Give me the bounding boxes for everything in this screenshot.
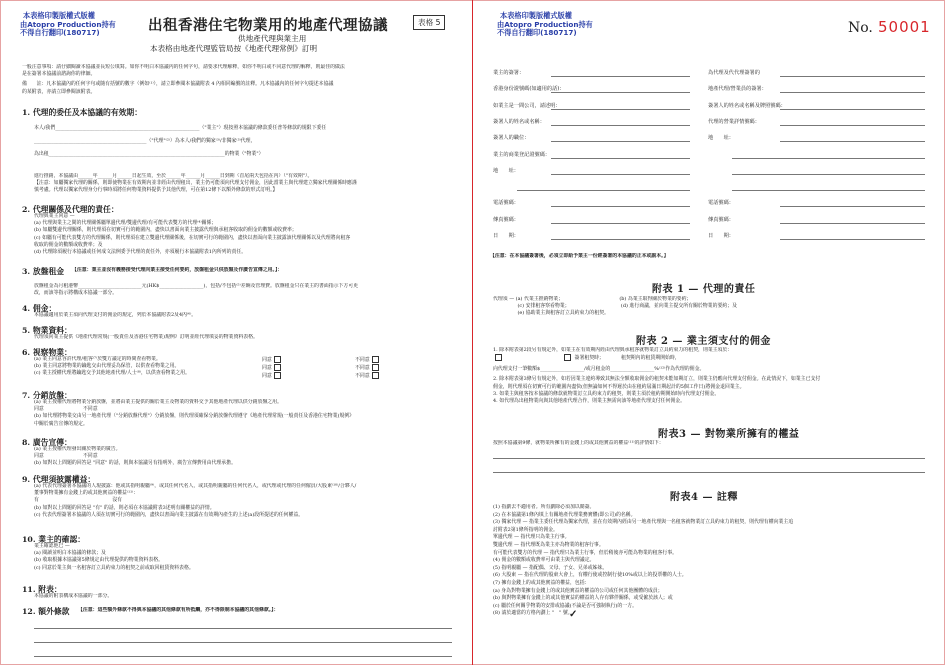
signature-field-line[interactable]: [780, 223, 925, 224]
signature-field-line[interactable]: [551, 109, 690, 110]
form-subtitle: 供地產代理與業主用: [238, 34, 307, 43]
signature-field-label: 簽署人的職位：: [493, 135, 530, 142]
appendix-line: 代理須 — (a) 代業主推銷物業； (b) 為業主取得關於物業的要約；: [493, 296, 692, 302]
appendix-1-title: 附表 1 — 代理的責任: [652, 284, 756, 295]
note-line: (4) 佣金的數額或收費率可由業主與代理議定。: [493, 557, 595, 564]
section-7-heading: 7. 分銷放盤：: [22, 391, 72, 400]
stamp-line: 本表格印製版權式版權: [23, 11, 95, 20]
section-line: ______________________________________________（"代理"⁽²⁾）為本人/我們的獨家⁽³⁾/非獨家⁽³⁾代理，: [34, 138, 256, 144]
signature-field-label: 傳真號碼：: [708, 216, 734, 223]
section-10-body: [34, 543, 454, 572]
note-line: (3) 獨家代理 — 指業主委任代理為獨家代理，並在有效期內經由另一地產代理與一名租客就物業訂立具約束力的租契，則代理有權向業主追: [493, 519, 794, 526]
section-2-heading: 2. 代理關係及代理的責任：: [22, 205, 119, 214]
section-7-body: [34, 399, 454, 428]
note-line: 備 註：凡本協議內的任何字句或隨有括號的數字（例如⁽¹⁾），請立即參閱本協議附表 4 內相同編號的註釋。凡本協議內的任何字句提述本協議: [22, 81, 334, 88]
section-line: (b) 業主同意將物業的鑰匙交由代理妥為保管，以供查看物業之用。: [34, 363, 180, 370]
section-line: (b) 如屬雙邊代理關係，則代理須在切實可行的範圍內，盡快以書面向業主披露代理與承租客收取的佣金的數額或收費率；: [34, 227, 297, 234]
signature-field-label: 地 址：: [493, 167, 519, 174]
disagree-label: 不同意: [355, 357, 370, 363]
section-line: 代理與業主同意 —: [34, 213, 75, 219]
agree-label: 同意: [262, 365, 272, 372]
section-1-body: [34, 122, 454, 161]
disagree-label: 不同意: [355, 365, 370, 372]
signature-field-label: 代理的營業詳情號碼：: [708, 118, 760, 125]
section-3-note: 【注意：業主並沒有義務接受代理向業主接受任何要約，放盤租金只供放盤及作廣告宣傳之用。】：: [72, 267, 283, 273]
section-line: (a) 業主同意容許代理/租客⁽⁷⁾於雙方議定的時間查看物業。: [34, 356, 161, 362]
note-line: (7) 擁有金錢上的或其他實益的權益，包括：: [493, 579, 590, 586]
appendix-line: 向代理支付一筆數額$__________________/或月租金的__________________%⁽¹²⁾作為代理的佣金。: [493, 365, 705, 372]
signature-field-line[interactable]: [732, 190, 925, 191]
section-12-note: 【注意：這些額外條款不得與本協議的其他條款有所抵觸，亦不得限制本協議的其他條款。】：: [78, 607, 279, 613]
note-line: (5) 指明親屬 — 指配偶、父母、子女、兄弟或姊妹。: [493, 564, 608, 571]
section-3-body: [34, 283, 454, 297]
stamp-line: 由Atopro Production持有: [497, 19, 593, 29]
section-line: 同意 不同意: [34, 406, 98, 413]
section-line: 中關於廣告宣傳的規定。: [34, 420, 88, 427]
form-authority-note: 本表格由地產代理監管局按《地產代理常例》訂明: [150, 44, 318, 53]
signature-field-label: 簽署人的姓名或名稱及牌照號碼：: [708, 102, 786, 109]
signature-field-label: 簽署人的姓名或名稱：: [493, 118, 545, 125]
appendix-4-title: 附表4 — 註釋: [670, 492, 738, 503]
agree-label: 同意: [262, 357, 272, 363]
copyright-stamp-left: [20, 11, 116, 38]
signature-field-label: 地產代理/營業員的簽署：: [708, 86, 767, 93]
section-line: 有 沒有: [34, 497, 123, 504]
note-line: (a) 身為對物業擁有金錢上的或其他實益的權益的公司或任何其他團體的成員；: [493, 587, 663, 594]
signature-field-line[interactable]: [780, 76, 925, 77]
section-line: (a) 業主授權代理發出關於物業的廣告。: [34, 446, 121, 452]
agree-checkbox[interactable]: [274, 364, 281, 371]
signature-field-line[interactable]: [551, 158, 690, 159]
signature-field-line[interactable]: [551, 174, 690, 175]
appendix-line: (e) 協助業主與租客訂立具約束力的租契。: [493, 310, 609, 317]
appendix-4-body: [493, 504, 933, 618]
general-notes: [22, 64, 452, 96]
section-8-heading: 8. 廣告宣傳：: [22, 438, 72, 447]
section-line: (c) 業主授權代理將鑰匙交予其他地產代理/人士⁽⁸⁾，以供查看物業之用。: [34, 370, 190, 377]
note-line: 是在簽署本協議前諮詢你的律師。: [22, 71, 96, 78]
note-line: 有可能代表雙方的代理 — 指代理只為業主行事，但於稍後亦可能為物業的租客行事。: [493, 549, 678, 556]
note-line: 雙邊代理 — 指代理既為業主亦為物業的租客行事。: [493, 541, 604, 548]
signature-field-label: 日 期：: [493, 233, 519, 239]
note-line: (6) 大股東 — 指在代理的股東大會上，有權行使或控制行使10%或以上的投票權的人士。: [493, 572, 687, 579]
section-line: (b) 如對以上問題的回答是 "同意" 的話，則與本協議另有指明外，廣告宣傳費用由代理承擔。: [34, 460, 236, 467]
section-line: (a) 代表代理簽署本協議的人現披露：他或其指明親屬⁽⁹⁾，或其任何代名人，或其指明親屬的任何代名人，或代理或代理的任何僱員/大股東⁽¹⁰⁾/合夥人/: [34, 483, 357, 489]
appendix-line: 4. 如代理為出租物業向與其他地產代理合作，則業主無需向該等地產代理支付任何佣金。: [493, 398, 686, 405]
note-line: 單邊代理 — 指代理只為業主行事。: [493, 534, 570, 541]
section-6-agree-col: [262, 356, 322, 381]
note-line: 討附表2第1條所指明的佣金。: [493, 526, 558, 533]
section-8-body: [34, 446, 454, 468]
signature-field-label: 日 期：: [708, 233, 734, 239]
signature-field-line[interactable]: [780, 92, 925, 93]
signature-field-line[interactable]: [780, 239, 925, 240]
section-11-heading: 11. 附表：: [22, 585, 62, 594]
section-line: 放盤租金為月租港幣__________________________元(HK$__________________)，包括/不包括⁽⁵⁾差餉及管理費。放盤租金只在業主的書面指示下方可更: [34, 283, 359, 289]
section-3-heading: 3. 放盤租金: [22, 267, 65, 276]
interest-detail-line[interactable]: [493, 472, 925, 473]
section-line: 為出租________________________________________________________________________的物業（"物業"）: [34, 151, 264, 157]
signature-field-line[interactable]: [551, 92, 690, 93]
section-line: (c) 代表代理簽署本協議的人須在切實可行的範圍內，盡快以書面向業主披露在有效期內產生的上述(a)段所提述的任何權益。: [34, 511, 304, 518]
stamp-line: 本表格印製版權式版權: [500, 11, 572, 20]
serial-number-label: No.: [848, 20, 873, 36]
section-4-heading: 4. 佣金：: [22, 304, 57, 313]
section-9-body: [34, 483, 454, 519]
signature-field-line[interactable]: [780, 206, 925, 207]
signature-field-line[interactable]: [780, 125, 925, 126]
interest-detail-line[interactable]: [493, 458, 925, 459]
section-12-heading: 12. 額外條款: [22, 607, 70, 616]
disagree-checkbox[interactable]: [372, 372, 379, 379]
appendix-line: (c) 安排租客察看物業； (d) 進行商議，並向業主提交所有關於物業的要約；及: [493, 303, 738, 310]
section-5-body: 代理須向業主提供《地產代理常規(一般責任及香港住宅物業)規例》訂明並經代理填妥的物業資料表格。: [34, 334, 258, 340]
section-1-heading: 1. 代理的委任及本協議的有效期：: [22, 108, 143, 117]
lease-start-checkbox[interactable]: [564, 354, 571, 361]
appendix-1-body: [493, 296, 933, 318]
section-line: 同意 不同意: [34, 453, 98, 460]
note-line: (8) 請於適當的方格內劃上 " " 號。: [493, 610, 573, 617]
stamp-line: 不得自行翻印(180717): [497, 28, 577, 37]
signature-field-line[interactable]: [780, 141, 925, 142]
appendix-line: 2. 除本附表第3條另有規定外，如若因業主違約導致其無法全額收取佣金的租契未能如期訂立，則業主仍應向代理支付佣金。在此情況下，如業主已支付: [493, 376, 821, 383]
section-line: (c) 如屬有可能代表雙方的代理關係，則代理須在建立雙邊代理關係後，在切實可行的範圍內，盡快以書面向業主披露該代理關係以及代理將向租客: [34, 234, 351, 241]
signature-field-line[interactable]: [551, 206, 690, 207]
agree-checkbox[interactable]: [274, 356, 281, 363]
section-line: (c) 同意於業主與一名租客訂立具約束力的租契之前或取回租賃資料表格。: [34, 564, 194, 571]
copyright-stamp-right: [497, 11, 593, 38]
form-title: 出租香港住宅物業用的地產代理協議: [148, 17, 388, 34]
disagree-checkbox[interactable]: [372, 356, 379, 363]
signature-note: 【注意：在本協議簽署後，必須立即給予業主一份經簽署的本協議的正本或副本。】: [490, 253, 669, 259]
section-line: (d) 代理除須履行本協議或任何成文法例委予代理的責任外，亦須履行本協議附表1內所列的責任。: [34, 249, 247, 256]
section-line: (a) 代理與業主之間的代理關係屬單邊代理/雙邊代理/有可能代表雙方的代理⁽⁴⁾關係；: [34, 220, 217, 227]
signature-field-label: 如業主是一間公司，請述明：: [493, 102, 561, 109]
signature-field-line[interactable]: [551, 125, 690, 126]
section-6-body: [34, 356, 284, 378]
appendix-2-title: 附表 2 — 業主須支付的佣金: [636, 336, 771, 347]
section-line: 【注意：如屬獨家代理的關係，則即使物業在有效期內並非經由代理租出，業主仍可能須向代理支付佣金，因此當業主與代理建立獨家代理關係時應謹: [34, 180, 357, 187]
page-divider: [472, 0, 473, 665]
checkmark-icon: ✓: [569, 609, 578, 620]
signature-field-label: 電話號碼：: [708, 200, 734, 207]
section-1-validity: [34, 173, 454, 195]
section-line: 改，而該等指示將構成本協議一部分。: [34, 290, 118, 297]
appendix-2-body: [493, 347, 933, 406]
signature-field-label: 為代理及代代理簽署的: [708, 70, 760, 76]
signature-field-label: 傳真號碼：: [493, 216, 519, 223]
extra-terms-line[interactable]: [34, 642, 452, 643]
signature-field-line[interactable]: [551, 76, 690, 77]
extra-terms-line[interactable]: [34, 656, 452, 657]
section-line: 業主確認他已 —: [34, 543, 70, 549]
section-line: (b) 收取根據本協議第5條規定由代理提供的物業資料表格。: [34, 557, 163, 564]
section-10-heading: 10. 業主的確認：: [22, 535, 86, 544]
section-line: 慎考慮。代理以獨家代理身分行事時須將任何物業資料提供予其他代理，可在第12條下以額外條款的形式訂明。】: [34, 187, 278, 194]
section-9-heading: 9. 代理須披露權益：: [22, 475, 96, 484]
section-6-disagree-col: [355, 356, 415, 381]
section-line: (a) 業主授權代理將物業分銷放盤，並將由業主提供的關於業主及物業的資料交予其他地產代理以供分銷放盤之用。: [34, 399, 282, 405]
section-line: (b) 如對以上問題的回答是 "有" 的話，則必須在本協議附表3述明有關權益的詳情。: [34, 504, 215, 511]
section-line: 進行推銷，本協議由______年______月______日起生效，至於______年______月______日到期（首尾兩天包括在內）（"有效期"）。: [34, 173, 313, 179]
signature-field-line[interactable]: [780, 109, 925, 110]
section-2-body: [34, 213, 454, 256]
signature-field-line[interactable]: [732, 174, 925, 175]
appendix-3-body: 按照本協議第9條，就物業所擁有的金錢上的或其他實益的權益⁽¹¹⁾的詳情如下：: [493, 440, 664, 446]
signature-field-label: 電話號碼：: [493, 200, 519, 207]
signature-field-label: 香港身份證號碼(如適用的話)：: [493, 86, 565, 93]
section-line: 董事對物業擁有金錢上的或其他實益的權益⁽¹¹⁾：: [34, 490, 139, 497]
appendix-line: 3. 如業主與租客按本協議的條款就物業訂立具約束力的租契，則業主須於租約期開始時向代理支付佣金。: [493, 391, 720, 398]
section-line: 本人/我們___________________________________________________________（"業主"）現按照本協議的條款委任普等條款的規限下委任: [34, 125, 327, 131]
appendix-line: 1. 除本附表第2段另有規定外，如業主在有效期內經由代理與承租客就物業訂立具約束力的租契，則業主須於：: [493, 347, 733, 353]
section-11-body: 本協議的附表構成本協議的一部分。: [34, 593, 113, 599]
note-line: (c) 屬於任何關乎物業的安排或協議(不論是否可強制執行)的一方。: [493, 602, 637, 609]
section-line: (b) 如代理將物業交由另一地產代理（"分銷放盤代理"）分銷放盤，則代理須確保分銷放盤代理遵守《地產代理常規(一般責任及香港住宅物業)規例》: [34, 413, 355, 420]
note-line: 一般注意事項：請仔細閱讀本協議並長短公填寫。如你不明白本協議內的任何字句，請要求代理解釋，如你不明白或不同意代理的解釋，則最佳的做法: [22, 64, 345, 70]
appendix-line: 簽署租契時； 租契期內的租賃期開始時，: [573, 355, 680, 362]
signature-field-label: 業主的簽署：: [493, 70, 525, 76]
section-line: 收取的佣金的數額或收費率；及: [34, 241, 103, 248]
extra-terms-line[interactable]: [34, 628, 452, 629]
sign-lease-checkbox[interactable]: [495, 354, 502, 361]
stamp-line: 不得自行翻印(180717): [20, 28, 100, 37]
note-line: (1) 指劃去不適用者。所有劃除必須加以簡簽。: [493, 504, 595, 510]
appendix-3-title: 附表3 — 對物業所擁有的權益: [658, 429, 800, 440]
serial-number-value: 50001: [877, 18, 931, 36]
note-line: (b) 與對物業擁有金錢上的或其他實益的權益的人存有夥伴關係，或受僱於該人；或: [493, 595, 673, 602]
signature-field-line[interactable]: [732, 158, 925, 159]
note-line: 的某附表，亦請立即參閱該附表。: [22, 88, 96, 95]
disagree-label: 不同意: [355, 373, 370, 380]
agree-label: 同意: [262, 373, 272, 380]
appendix-line: 佣金，則代理須在切實可行的範圍內盡快(但無論如何不得遲於由在租約屆滿日期起計的5個工作日)將佣金退回業主。: [493, 383, 745, 390]
section-5-heading: 5. 物業資料：: [22, 326, 72, 335]
signature-field-line[interactable]: [551, 141, 690, 142]
section-4-body: 本協議適用於業主須向代理支付的佣金的規定，列於本協議附表2及4內⁽⁶⁾。: [34, 312, 197, 318]
signature-field-line[interactable]: [551, 223, 690, 224]
signature-field-line[interactable]: [551, 239, 690, 240]
signature-field-label: 地 址：: [708, 135, 734, 142]
section-line: (a) 閱讀並明白本協議的條款；及: [34, 550, 106, 557]
note-line: (2) 在本協議第1條內填上有關地產代理業務實體(即公司)的名稱。: [493, 511, 636, 518]
signature-field-line[interactable]: [517, 190, 690, 191]
agree-checkbox[interactable]: [274, 372, 281, 379]
form-number-badge: 表格 5: [413, 15, 445, 30]
stamp-line: 由Atopro Production持有: [20, 19, 116, 29]
signature-field-label: 業主的商業登記證號碼：: [493, 151, 551, 158]
serial-number: [848, 17, 931, 36]
disagree-checkbox[interactable]: [372, 364, 379, 371]
section-6-heading: 6. 視察物業：: [22, 348, 72, 357]
